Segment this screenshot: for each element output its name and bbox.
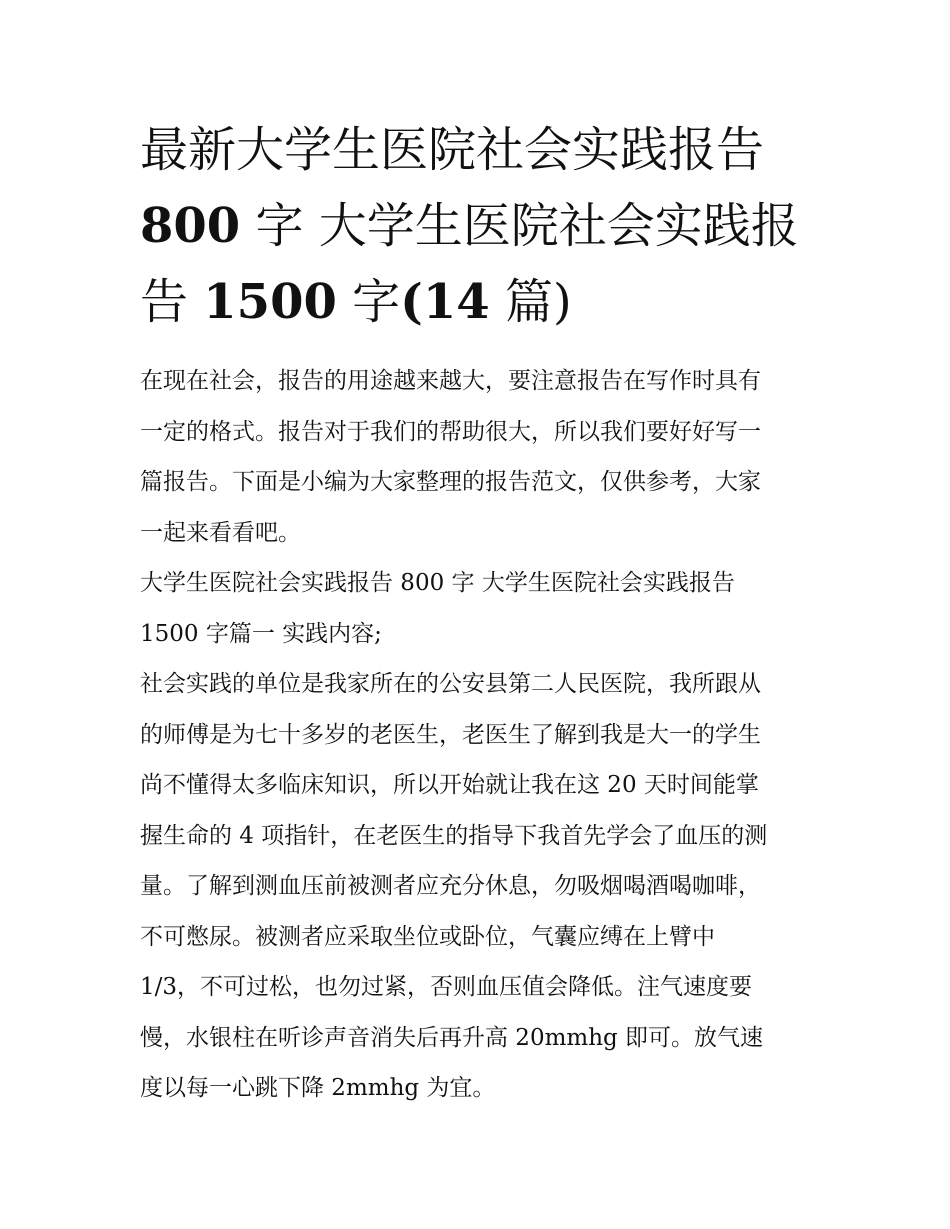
heading-line: 大学生医院社会实践报告 800 字 大学生医院社会实践报告 bbox=[140, 570, 735, 596]
intro-paragraph bbox=[140, 356, 820, 558]
title-line-1 bbox=[140, 112, 820, 188]
paragraph-line: 不可憋尿。被测者应采取坐位或卧位，气囊应缚在上臂中 bbox=[140, 923, 715, 950]
intro-line: 篇报告。下面是小编为大家整理的报告范文，仅供参考，大家 bbox=[140, 469, 761, 495]
title-number-800: 800 bbox=[140, 198, 241, 254]
heading-line: 1500 字篇一 实践内容; bbox=[140, 620, 382, 647]
paragraph-line: 握生命的 4 项指针，在老医生的指导下我首先学会了血压的测 bbox=[140, 822, 768, 849]
title-line-3-prefix: 告 bbox=[140, 274, 189, 330]
intro-line: 一定的格式。报告对于我们的帮助很大，所以我们要好好写一 bbox=[140, 418, 761, 445]
section-heading bbox=[140, 558, 820, 659]
paragraph-line: 尚不懂得太多临床知识，所以开始就让我在这 20 天时间能掌 bbox=[140, 772, 759, 798]
document-title bbox=[140, 112, 820, 340]
intro-line: 在现在社会，报告的用途越来越大，要注意报告在写作时具有 bbox=[140, 368, 761, 394]
title-line-2-text: 字 大学生医院社会实践报 bbox=[255, 198, 799, 254]
intro-line: 一起来看看吧。 bbox=[140, 519, 301, 546]
title-line-1-text: 最新大学生医院社会实践报告 bbox=[140, 122, 765, 178]
title-line-2 bbox=[140, 188, 820, 264]
paragraph-line: 1/3，不可过松，也勿过紧，否则血压值会降低。注气速度要 bbox=[140, 974, 753, 1000]
practice-paragraph bbox=[140, 659, 820, 1114]
paragraph-line: 量。了解到测血压前被测者应充分休息，勿吸烟喝酒喝咖啡， bbox=[140, 873, 761, 899]
paragraph-line: 的师傅是为七十多岁的老医生，老医生了解到我是大一的学生 bbox=[140, 721, 761, 748]
title-line-3-end: 篇) bbox=[504, 274, 572, 330]
title-number-1500: 1500 bbox=[203, 274, 337, 330]
title-count: (14 bbox=[400, 274, 490, 330]
paragraph-line: 社会实践的单位是我家所在的公安县第二人民医院，我所跟从 bbox=[140, 671, 761, 697]
paragraph-line: 度以每一心跳下降 2mmhg 为宜。 bbox=[140, 1075, 496, 1101]
title-line-3-mid: 字 bbox=[352, 274, 401, 330]
paragraph-line: 慢，水银柱在听诊声音消失后再升高 20mmhg 即可。放气速 bbox=[140, 1024, 764, 1051]
title-line-3 bbox=[140, 264, 820, 340]
document-body bbox=[140, 356, 820, 1114]
